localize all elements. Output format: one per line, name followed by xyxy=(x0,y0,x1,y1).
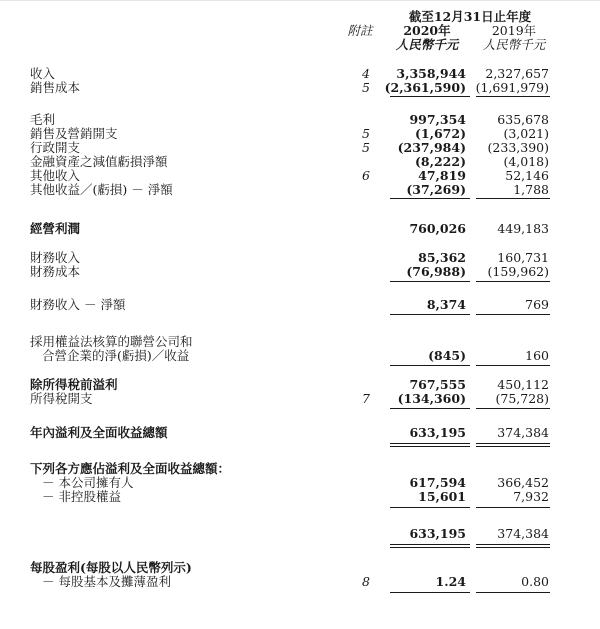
col-2019-unit: 人民幣千元 xyxy=(482,37,546,52)
col-2020-year: 2020年 xyxy=(403,23,451,38)
row-2019-attributable-total: 374,384 xyxy=(497,526,549,541)
row-2020-cost-of-sales: (2,361,590) xyxy=(384,80,466,95)
row-note-income-tax: 7 xyxy=(362,391,370,406)
row-label-gross-profit: 毛利 xyxy=(30,112,56,127)
row-2019-finance-costs: (159,962) xyxy=(487,264,549,279)
row-2019-other-gains: 1,788 xyxy=(513,182,549,197)
row-2020-profit-before-tax: 767,555 xyxy=(409,377,466,392)
row-2019-finance-income-net: 769 xyxy=(525,297,549,312)
double-rule-2020-d xyxy=(390,547,470,548)
row-2019-revenue: 2,327,657 xyxy=(485,66,549,81)
row-label-other-gains: 其他收益／(虧損) － 淨額 xyxy=(30,182,173,197)
row-2019-cost-of-sales: (1,691,979) xyxy=(475,80,549,95)
top-border xyxy=(0,0,600,1)
rule-2020-after-cost-of-sales xyxy=(390,96,470,97)
rule-2020-after-finance-costs xyxy=(390,281,470,282)
row-2019-gross-profit: 635,678 xyxy=(497,112,549,127)
rule-2019-after-finance-costs xyxy=(476,281,550,282)
row-2020-attributable-total: 633,195 xyxy=(409,526,466,541)
row-2019-non-controlling: 7,932 xyxy=(513,489,549,504)
row-2020-owners: 617,594 xyxy=(409,475,466,490)
row-2019-admin-expenses: (233,390) xyxy=(487,140,549,155)
row-label-attributable-heading: 下列各方應佔溢利及全面收益總額： xyxy=(30,461,231,476)
row-2020-revenue: 3,358,944 xyxy=(396,66,466,81)
row-2019-eps: 0.80 xyxy=(521,574,549,589)
double-rule-2019-a xyxy=(476,443,550,444)
note-column-heading: 附註 xyxy=(347,23,373,38)
row-label-other-income: 其他收入 xyxy=(30,168,81,183)
row-label-operating-profit: 經營利潤 xyxy=(30,221,81,236)
rule-2019-after-equity-method xyxy=(476,365,550,366)
rule-2019-after-other-gains xyxy=(476,198,550,199)
row-note-eps: 8 xyxy=(362,574,370,589)
row-label-selling-expenses: 銷售及營銷開支 xyxy=(30,126,118,141)
row-note-revenue: 4 xyxy=(362,66,370,81)
rule-2020-after-nci xyxy=(390,507,470,508)
row-label-finance-income: 財務收入 xyxy=(30,250,81,265)
row-2019-selling-expenses: (3,021) xyxy=(503,126,549,141)
row-label-revenue: 收入 xyxy=(30,66,56,81)
row-2020-operating-profit: 760,026 xyxy=(409,221,466,236)
rule-2019-after-finance-net xyxy=(476,314,550,315)
row-2020-finance-income: 85,362 xyxy=(418,250,466,265)
rule-2019-after-nci xyxy=(476,507,550,508)
row-label-income-tax: 所得稅開支 xyxy=(30,391,93,406)
row-2019-profit-for-year: 374,384 xyxy=(497,425,549,440)
double-rule-2020-a xyxy=(390,443,470,444)
rule-2019-after-eps xyxy=(476,592,550,593)
row-2019-owners: 366,452 xyxy=(497,475,549,490)
double-rule-2020-b xyxy=(390,446,470,447)
row-label-owners: － 本公司擁有人 xyxy=(42,475,134,490)
row-2019-impairment-losses: (4,018) xyxy=(503,154,549,169)
col-2020-unit: 人民幣千元 xyxy=(395,37,459,52)
rule-2019-after-cost-of-sales xyxy=(476,96,550,97)
row-label-impairment-losses: 金融資產之減值虧損淨額 xyxy=(30,154,168,169)
row-2019-income-tax: (75,728) xyxy=(495,391,549,406)
row-2020-income-tax: (134,360) xyxy=(397,391,466,406)
row-label-admin-expenses: 行政開支 xyxy=(30,140,81,155)
row-2019-profit-before-tax: 450,112 xyxy=(497,377,549,392)
row-label-equity-method-line2: 合營企業的淨(虧損)／收益 xyxy=(42,348,190,363)
row-2020-finance-costs: (76,988) xyxy=(406,264,466,279)
rule-2020-after-other-gains xyxy=(390,198,470,199)
row-2020-profit-for-year: 633,195 xyxy=(409,425,466,440)
row-2019-finance-income: 160,731 xyxy=(497,250,549,265)
row-label-finance-income-net: 財務收入 － 淨額 xyxy=(30,297,126,312)
row-2020-impairment-losses: (8,222) xyxy=(415,154,466,169)
rule-2020-after-finance-net xyxy=(390,314,470,315)
row-label-eps-heading: 每股盈利(每股以人民幣列示) xyxy=(30,560,192,575)
row-2020-equity-method: (845) xyxy=(428,348,466,363)
row-2019-other-income: 52,146 xyxy=(505,168,549,183)
row-label-non-controlling: － 非控股權益 xyxy=(42,489,121,504)
rule-2020-after-eps xyxy=(390,592,470,593)
row-note-selling-expenses: 5 xyxy=(362,126,370,141)
row-label-finance-costs: 財務成本 xyxy=(30,264,81,279)
row-2019-equity-method: 160 xyxy=(525,348,549,363)
row-note-admin-expenses: 5 xyxy=(362,140,370,155)
row-note-cost-of-sales: 5 xyxy=(362,80,370,95)
row-2020-non-controlling: 15,601 xyxy=(418,489,466,504)
double-rule-2019-c xyxy=(476,544,550,545)
row-note-other-income: 6 xyxy=(362,168,370,183)
row-label-cost-of-sales: 銷售成本 xyxy=(30,80,81,95)
row-2020-selling-expenses: (1,672) xyxy=(415,126,466,141)
period-heading: 截至12月31日止年度 xyxy=(408,9,532,24)
rule-2020-after-equity-method xyxy=(390,365,470,366)
double-rule-2019-b xyxy=(476,446,550,447)
row-label-profit-before-tax: 除所得稅前溢利 xyxy=(30,377,118,392)
double-rule-2020-c xyxy=(390,544,470,545)
double-rule-2019-d xyxy=(476,547,550,548)
row-2020-eps: 1.24 xyxy=(435,574,466,589)
row-2020-gross-profit: 997,354 xyxy=(409,112,466,127)
row-2020-other-gains: (37,269) xyxy=(406,182,466,197)
rule-2019-after-income-tax xyxy=(476,408,550,409)
row-label-profit-for-year: 年內溢利及全面收益總額 xyxy=(30,425,168,440)
col-2019-year: 2019年 xyxy=(491,23,537,38)
row-label-eps-basic-diluted: － 每股基本及攤薄盈利 xyxy=(42,574,171,589)
rule-2020-after-income-tax xyxy=(390,408,470,409)
row-2020-admin-expenses: (237,984) xyxy=(397,140,466,155)
row-label-equity-method-line1: 採用權益法核算的聯營公司和 xyxy=(30,334,193,349)
row-2020-other-income: 47,819 xyxy=(418,168,466,183)
row-2019-operating-profit: 449,183 xyxy=(497,221,549,236)
row-2020-finance-income-net: 8,374 xyxy=(426,297,466,312)
